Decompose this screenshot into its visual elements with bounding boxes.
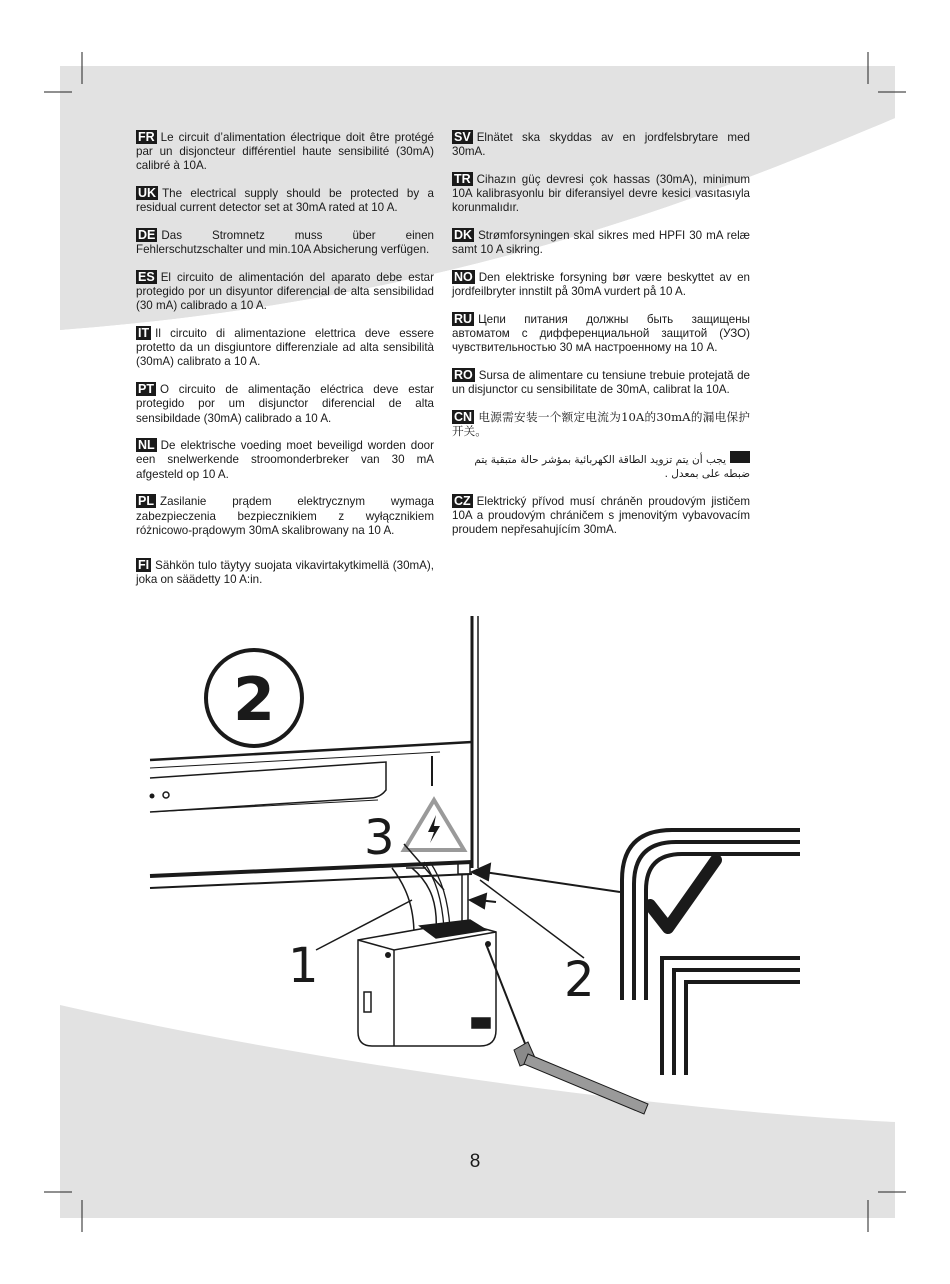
text-ar: يجب أن يتم تزويد الطاقة الكهربائية بمؤشر حالة متبقية يتم ضبطه على بمعدل . bbox=[474, 453, 750, 480]
paragraph-uk bbox=[136, 186, 434, 215]
text-ro: Sursa de alimentare cu tensiune trebuie protejată de un disjunctor cu sensibilitate de 30mA, calibrat la 10A. bbox=[452, 368, 750, 397]
lang-tag-es: ES bbox=[138, 269, 155, 284]
lang-tag-fi: FI bbox=[138, 557, 150, 572]
lang-tag-ar bbox=[730, 451, 750, 463]
electrical-warning-icon bbox=[404, 800, 464, 850]
text-es: El circuito de alimentación del aparato debe estar protegido por un disyuntor diferencial de alta sensibilidad (30 mA) calibrado a 10 A. bbox=[136, 270, 434, 313]
knob-icon bbox=[150, 794, 155, 799]
lang-tag-sv: SV bbox=[454, 130, 471, 144]
paragraph-fi bbox=[136, 558, 434, 587]
text-tr: Cihazın güç devresi çok hassas (30mA), minimum 10A kalibrasyonlu bir diferansiyel devre kesici vasıtasıyla korunmalıdır. bbox=[452, 172, 750, 215]
text-cn: 电源需安装一个额定电流为10A的30mA的漏电保护开关。 bbox=[452, 409, 750, 439]
lang-tag-cn: CN bbox=[454, 409, 473, 424]
indicator-icon bbox=[163, 792, 169, 798]
paragraph-pt bbox=[136, 382, 434, 426]
paragraph-tr bbox=[452, 172, 750, 216]
paragraph-ro bbox=[452, 368, 750, 397]
lang-tag-uk: UK bbox=[138, 186, 157, 201]
paragraph-dk bbox=[452, 228, 750, 257]
lang-tag-it: IT bbox=[138, 326, 150, 341]
paragraph-fr bbox=[136, 130, 434, 174]
paragraph-cn bbox=[452, 410, 750, 438]
check-corner-icon bbox=[622, 830, 800, 1000]
paragraph-no bbox=[452, 270, 750, 299]
lang-tag-ru: RU bbox=[454, 311, 473, 326]
text-nl: De elektrische voeding moet beveiligd worden door een snelwerkende stroomonderbreker van 30 mA afgesteld op 10 A. bbox=[136, 439, 434, 481]
paragraph-ru bbox=[452, 312, 750, 356]
lang-tag-tr: TR bbox=[454, 171, 471, 186]
pump-box bbox=[358, 920, 496, 1046]
lang-tag-de: DE bbox=[138, 228, 156, 243]
text-ru: Цепи питания должны быть защищены автоматом с дифференциальной защитой (УЗО) чувствительностью 30 мА настроенному на 10 А. bbox=[452, 312, 750, 355]
lang-tag-pl: PL bbox=[138, 494, 154, 509]
cable-support bbox=[458, 862, 470, 928]
paragraph-nl bbox=[136, 438, 434, 482]
lang-tag-no: NO bbox=[454, 269, 473, 284]
lang-tag-nl: NL bbox=[138, 438, 155, 453]
text-it: Il circuito di alimentazione elettrica deve essere protetto da un disgiuntore differenziale ad alta sensibilità (30mA) calibrato a 10 A. bbox=[136, 327, 434, 369]
text-fi: Sähkön tulo täytyy suojata vikavirtakytkimellä (30mA), joka on säädetty 10 A:in. bbox=[136, 558, 434, 587]
text-uk: The electrical supply should be protected by a residual current detector set at 30mA rated at 10 A. bbox=[136, 187, 434, 215]
step-badge-number: 2 bbox=[233, 665, 275, 735]
paragraph-cz bbox=[452, 494, 750, 538]
arrows bbox=[470, 864, 620, 908]
callout-2: 2 bbox=[564, 952, 595, 1008]
text-cz: Elektrický přívod musí chráněn proudovým jističem 10A a proudovým chráničem s jmenovitým vybavovacím proudem nepřesahujícím 30mA. bbox=[452, 494, 750, 537]
paragraph-pl bbox=[136, 494, 434, 538]
text-no: Den elektriske forsyning bør være beskyttet av en jordfeilbryter innstilt på 30mA vurdert på 10 A. bbox=[452, 270, 750, 299]
text-de: Das Stromnetz muss über einen Fehlerschutzschalter und min.10A Absicherung verfügen. bbox=[136, 229, 434, 257]
left-language-column bbox=[136, 130, 434, 600]
callout-3: 3 bbox=[364, 810, 395, 866]
page-number: 8 bbox=[469, 1151, 481, 1172]
paragraph-sv bbox=[452, 130, 750, 159]
lang-tag-fr: FR bbox=[138, 130, 155, 144]
installation-illustration bbox=[0, 600, 950, 1140]
paragraph-de bbox=[136, 228, 434, 257]
square-corner-icon bbox=[662, 958, 800, 1075]
paragraph-es bbox=[136, 270, 434, 314]
lang-tag-cz: CZ bbox=[454, 493, 471, 508]
text-sv: Elnätet ska skyddas av en jordfelsbrytare med 30mA. bbox=[452, 131, 750, 159]
screw-icon bbox=[385, 952, 391, 958]
text-fr: Le circuit d’alimentation électrique doit être protégé par un disjoncteur différentiel haute sensibilité (30mA) calibré à 10A. bbox=[136, 131, 434, 173]
text-pl: Zasilanie prądem elektrycznym wymaga zabezpieczenia bezpiecznikiem z wyłącznikiem różnicowo-prądowym 30mA skalibrowany na 10 A. bbox=[136, 495, 434, 537]
callout-1: 1 bbox=[288, 938, 319, 994]
lang-tag-dk: DK bbox=[454, 228, 473, 243]
right-language-column bbox=[452, 130, 750, 550]
paragraph-it bbox=[136, 326, 434, 370]
text-dk: Strømforsyningen skal sikres med HPFI 30 mA relæ samt 10 A sikring. bbox=[452, 229, 750, 257]
paragraph-ar bbox=[452, 451, 750, 481]
lang-tag-ro: RO bbox=[454, 367, 473, 382]
lang-tag-pt: PT bbox=[138, 382, 154, 397]
text-pt: O circuito de alimentação eléctrica deve estar protegido por um disjunctor diferencial de alta sensibildade (30mA) calibrado a 10 A. bbox=[136, 383, 434, 425]
